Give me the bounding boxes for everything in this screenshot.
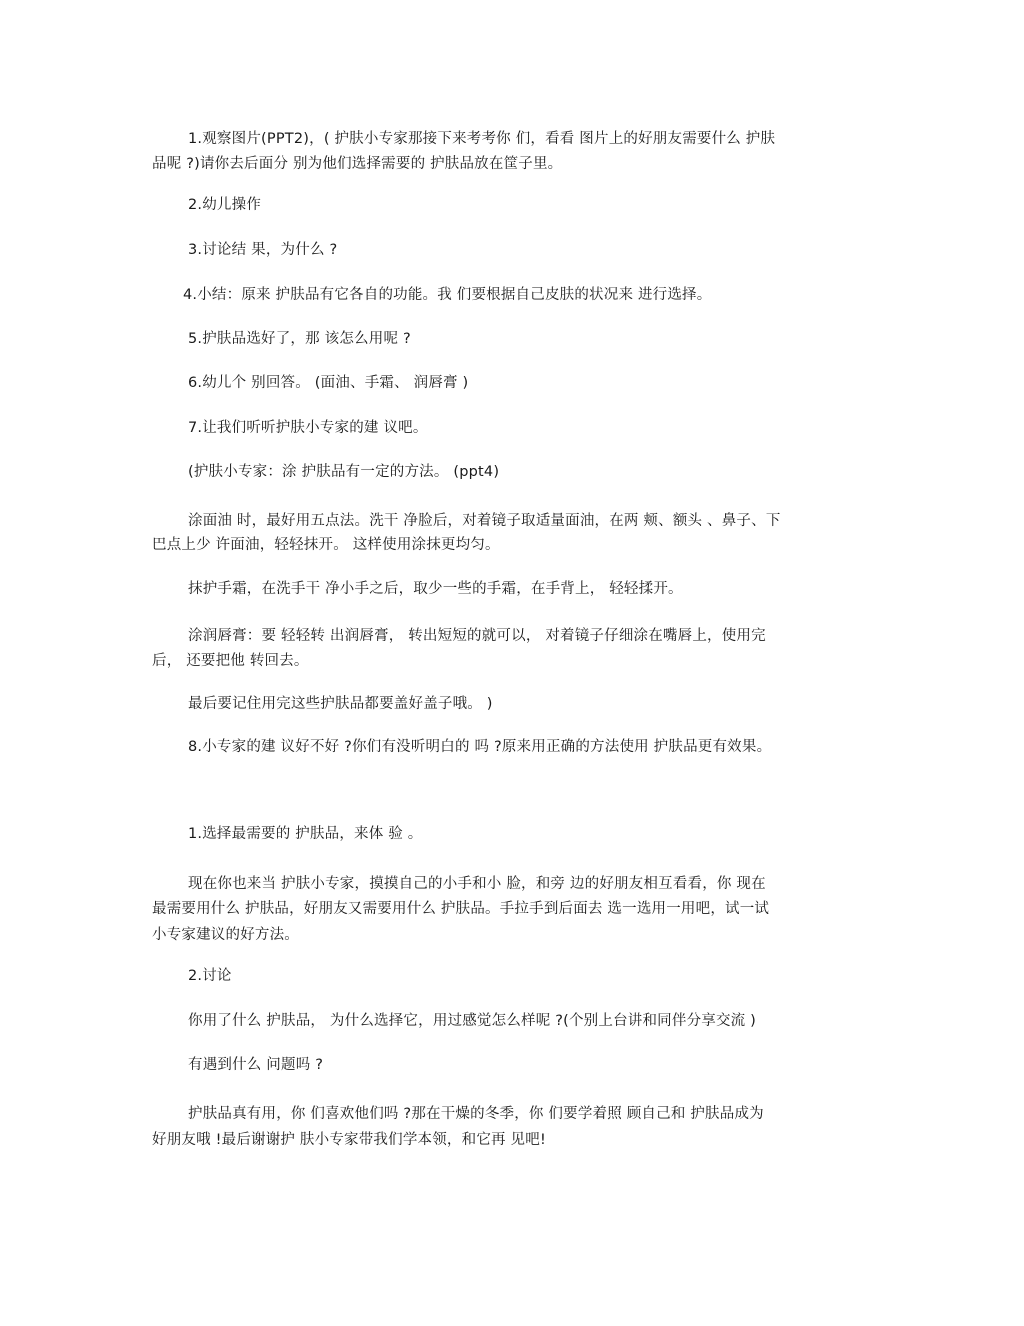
text-line: 2.幼儿操作 [188,197,262,213]
text-line: 8.小专家的建 议好不好 ?你们有没听明白的 吗 ?原来用正确的方法使用 护肤品更有效果。 [188,739,772,755]
text-line: 涂润唇膏：要 轻轻转 出润唇膏， 转出短短的就可以， 对着镜子仔细涂在嘴唇上，使用完 [188,628,766,644]
text-line: 3.讨论结 果，为什么 ? [188,242,338,258]
text-line: 好朋友哦 !最后谢谢护 肤小专家带我们学本领，和它再 见吧! [152,1132,546,1148]
text-line: 涂面油 时，最好用五点法。洗干 净脸后，对着镜子取适量面油，在两 颊、额头 、鼻子、下 [188,513,781,529]
text-line: 护肤品真有用，你 们喜欢他们吗 ?那在干燥的冬季，你 们要学着照 顾自己和 护肤品成为 [188,1106,764,1122]
text-line: 5.护肤品选好了，那 该怎么用呢 ? [188,331,411,347]
text-line: 6.幼儿个 别回答。 (面油、手霜、 润唇膏 ) [188,375,469,391]
text-line: 最需要用什么 护肤品，好朋友又需要用什么 护肤品。手拉手到后面去 选一选用一用吧，试一试 [152,901,770,917]
text-line: 有遇到什么 问题吗 ? [188,1057,324,1073]
text-line: 1.选择最需要的 护肤品，来体 验 。 [188,826,423,842]
text-line: 品呢 ?)请你去后面分 别为他们选择需要的 护肤品放在筐子里。 [152,156,563,172]
text-line: 巴点上少 许面油，轻轻抹开。 这样使用涂抹更均匀。 [152,537,500,553]
text-line: 现在你也来当 护肤小专家，摸摸自己的小手和小 脸，和旁 边的好朋友相互看看，你 现在 [188,876,766,892]
text-line: 小专家建议的好方法。 [152,927,299,943]
text-line: 4.小结：原来 护肤品有它各自的功能。我 们要根据自己皮肤的状况来 进行选择。 [183,287,712,303]
text-line: 抹护手霜，在洗手干 净小手之后，取少一些的手霜，在手背上， 轻轻揉开。 [188,581,683,597]
text-line: 最后要记住用完这些护肤品都要盖好盖子哦。 ) [188,696,493,712]
text-line: 后， 还要把他 转回去。 [152,653,309,669]
text-line: 2.讨论 [188,968,232,984]
text-line: 你用了什么 护肤品， 为什么选择它，用过感觉怎么样呢 ?(个别上台讲和同伴分享交流 ) [188,1013,757,1029]
text-line: (护肤小专家：涂 护肤品有一定的方法。 (ppt4) [188,464,500,480]
text-line: 1.观察图片(PPT2)，( 护肤小专家那接下来考考你 们，看看 图片上的好朋友需要什么 护肤 [188,131,776,147]
text-line: 7.让我们听听护肤小专家的建 议吧。 [188,420,428,436]
